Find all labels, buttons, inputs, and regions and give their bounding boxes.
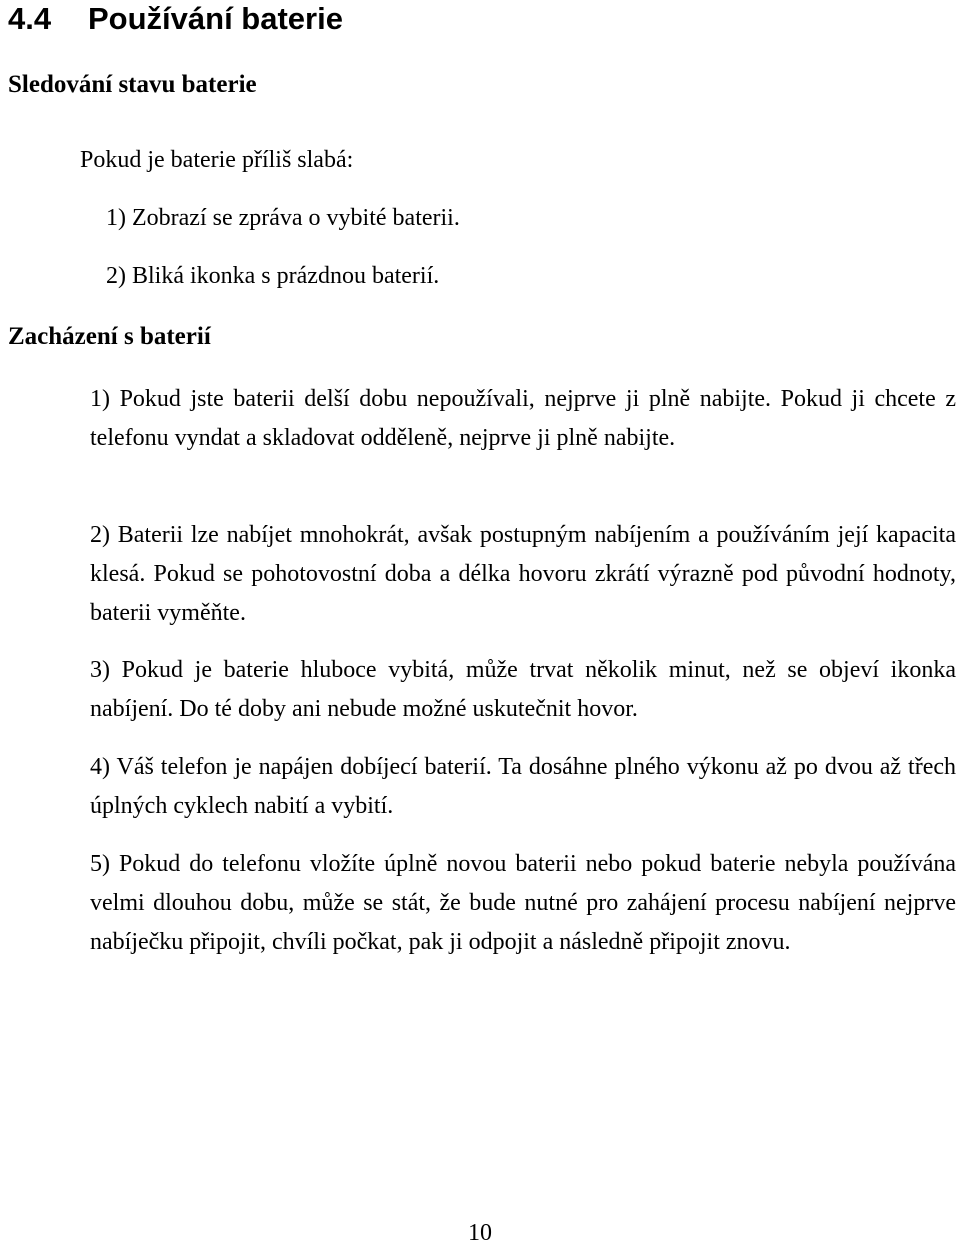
handling-paragraph-1: 1) Pokud jste baterii delší dobu nepoužívali, nejprve ji plně nabijte. Pokud ji chcete z telefonu vyndat a skladovat odděleně, nejprve ji plně nabijte. (90, 386, 956, 451)
handling-paragraph-2: 2) Baterii lze nabíjet mnohokrát, avšak postupným nabíjením a používáním její kapacita klesá. Pokud se pohotovostní doba a délka hovoru zkrátí výrazně pod původní hodnoty, baterii vyměňte. (90, 522, 956, 626)
section-number: 4.4 (8, 1, 52, 36)
monitoring-heading: Sledování stavu baterie (8, 71, 257, 98)
page-number: 10 (468, 1220, 492, 1246)
handling-paragraph-4: 4) Váš telefon je napájen dobíjecí baterií. Ta dosáhne plného výkonu až po dvou až třech úplných cyklech nabití a vybití. (90, 754, 956, 819)
handling-paragraph-3: 3) Pokud je baterie hluboce vybitá, může trvat několik minut, než se objeví ikonka nabíjení. Do té doby ani nebude možné uskutečnit hovor. (90, 657, 956, 722)
monitoring-intro: Pokud je baterie příliš slabá: (80, 147, 354, 173)
handling-paragraph-5: 5) Pokud do telefonu vložíte úplně novou baterii nebo pokud baterie nebyla používána velmi dlouhou dobu, může se stát, že bude nutné pro zahájení procesu nabíjení nejprve nabíječku připojit, chvíli počkat, pak ji odpojit a následně připojit znovu. (90, 851, 956, 955)
monitoring-item-2: 2) Bliká ikonka s prázdnou baterií. (106, 263, 440, 289)
monitoring-item-1: 1) Zobrazí se zpráva o vybité baterii. (106, 205, 460, 231)
handling-heading: Zacházení s baterií (8, 323, 211, 350)
section-heading (8, 0, 343, 38)
section-title: Používání baterie (88, 1, 343, 36)
